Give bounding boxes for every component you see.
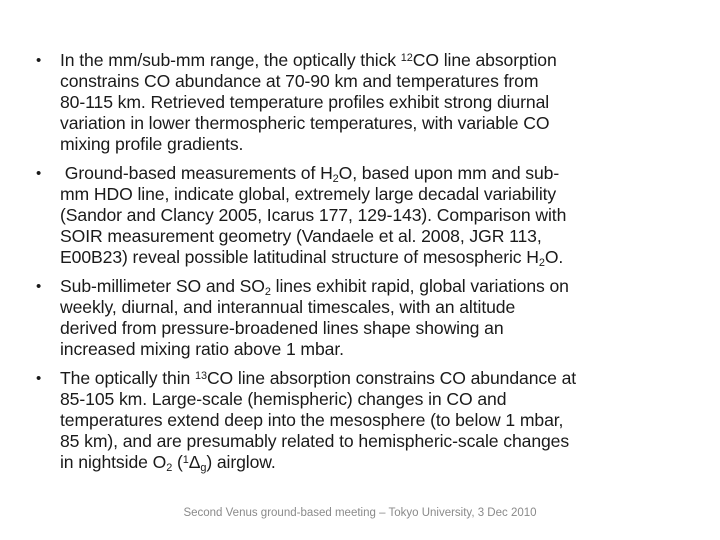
bullet-text-co13: The optically thin $^{13}$CO line absorption constrains CO abundance at 85-105 km. Large-scale (hemispheric) changes in CO and temperatures extend deep into the mesosphere (to below 1 mbar, 85 km), and are presumably related to hemispheric-scale changes in nightside $O_2$ $(^1\Delta_g)$ airglow. — [60, 368, 577, 475]
bullet-item-so2 — [36, 276, 696, 360]
bullet-text-h2o: Ground-based measurements of $H_2O$, based upon mm and sub- mm HDO line, indicate global, extremely large decadal variability (Sandor and Clancy 2005, Icarus 177, 129-143). Comparison with SOIR measurement geometry (Vandaele et al. 2008, JGR 113, E00B23) reveal possible latitudinal structure of mesospheric $H_2O$. — [60, 163, 567, 270]
bullet-item-co13 — [36, 368, 696, 473]
bullet-item-h2o — [36, 163, 696, 268]
bullet-item-co12 — [36, 50, 696, 155]
bullet-icon: • — [36, 278, 42, 295]
bullet-list — [36, 50, 696, 481]
slide-footer: Second Venus ground-based meeting – Tokyo University, 3 Dec 2010 — [183, 507, 537, 519]
bullet-icon: • — [36, 52, 42, 69]
bullet-text-so2: Sub-millimeter SO and $SO_2$ lines exhibit rapid, global variations on weekly, diurnal, and interannual timescales, with an altitude derived from pressure-broadened lines shape showing an increased mixing ratio above 1 mbar. — [60, 276, 569, 359]
bullet-icon: • — [36, 370, 42, 387]
bullet-text-co12: In the mm/sub-mm range, the optically thick $^{12}$CO line absorption constrains CO abundance at 70-90 km and temperatures from 80-115 km. Retrieved temperature profiles exhibit strong diurnal variation in lower thermospheric temperatures, with variable CO mixing profile gradients. — [60, 50, 557, 154]
bullet-icon: • — [36, 165, 42, 182]
